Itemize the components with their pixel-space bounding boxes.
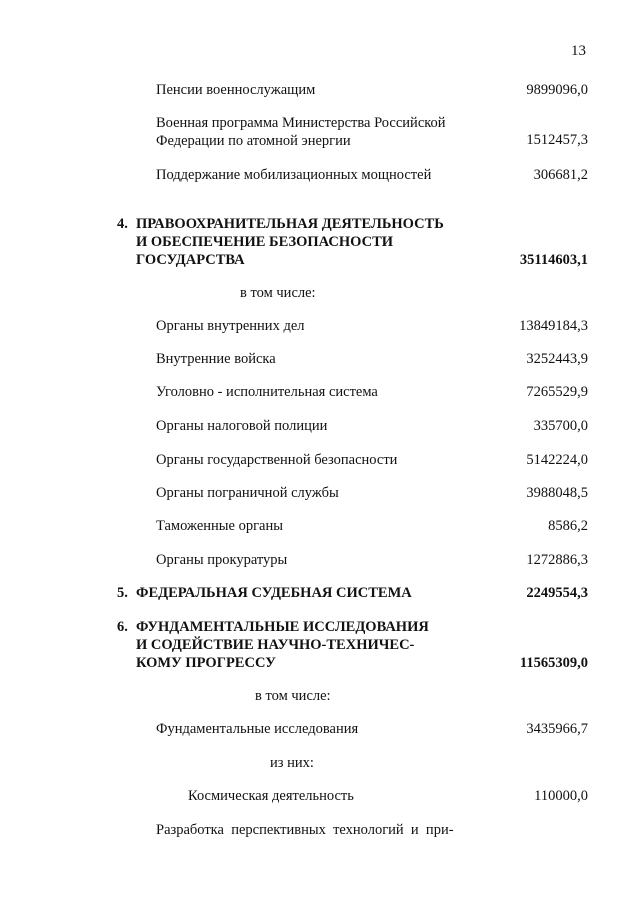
section-value: 11565309,0	[519, 655, 588, 671]
row-value: 3435966,7	[526, 721, 588, 737]
section-value: 35114603,1	[519, 252, 588, 268]
including-label: в том числе:	[240, 285, 316, 301]
row-value: 3988048,5	[526, 485, 588, 501]
section-number: 4.	[117, 216, 128, 232]
row-label: Уголовно - исполнительная система	[156, 384, 378, 400]
row-label: Внутренние войска	[156, 351, 276, 367]
of-them-label: из них:	[270, 755, 314, 771]
row-label: Космическая деятельность	[188, 788, 354, 804]
row-value: 1272886,3	[526, 552, 588, 568]
row-label: Пенсии военнослужащим	[156, 82, 316, 98]
row-value: 3252443,9	[526, 351, 588, 367]
row-value: 1512457,3	[526, 132, 588, 148]
including-label: в том числе:	[255, 688, 331, 704]
row-label: Органы прокуратуры	[156, 552, 288, 568]
row-label: Разработка перспективных технологий и при-	[156, 822, 454, 838]
row-label: Органы пограничной службы	[156, 485, 339, 501]
section-title: ФЕДЕРАЛЬНАЯ СУДЕБНАЯ СИСТЕМА	[136, 585, 412, 601]
row-label: Органы налоговой полиции	[156, 418, 328, 434]
row-label: Военная программа Министерства Российской Федерации по атомной энергии	[156, 115, 446, 149]
row-value: 335700,0	[533, 418, 588, 434]
section-number: 5.	[117, 585, 128, 601]
page-number: 13	[571, 43, 586, 59]
row-value: 9899096,0	[526, 82, 588, 98]
row-label: Органы внутренних дел	[156, 318, 305, 334]
row-value: 13849184,3	[519, 318, 588, 334]
row-label: Фундаментальные исследования	[156, 721, 359, 737]
row-value: 7265529,9	[526, 384, 588, 400]
row-label: Органы государственной безопасности	[156, 452, 398, 468]
row-value: 110000,0	[534, 788, 588, 804]
row-value: 5142224,0	[526, 452, 588, 468]
row-value: 306681,2	[533, 167, 588, 183]
section-title: ФУНДАМЕНТАЛЬНЫЕ ИССЛЕДОВАНИЯ И СОДЕЙСТВИЕ НАУЧНО-ТЕХНИЧЕС- КОМУ ПРОГРЕССУ	[136, 619, 429, 671]
section-number: 6.	[117, 619, 128, 635]
row-label: Поддержание мобилизационных мощностей	[156, 167, 432, 183]
row-value: 8586,2	[548, 518, 588, 534]
section-title: ПРАВООХРАНИТЕЛЬНАЯ ДЕЯТЕЛЬНОСТЬ И ОБЕСПЕЧЕНИЕ БЕЗОПАСНОСТИ ГОСУДАРСТВА	[136, 216, 444, 268]
row-label: Таможенные органы	[156, 518, 283, 534]
section-value: 2249554,3	[526, 585, 588, 601]
